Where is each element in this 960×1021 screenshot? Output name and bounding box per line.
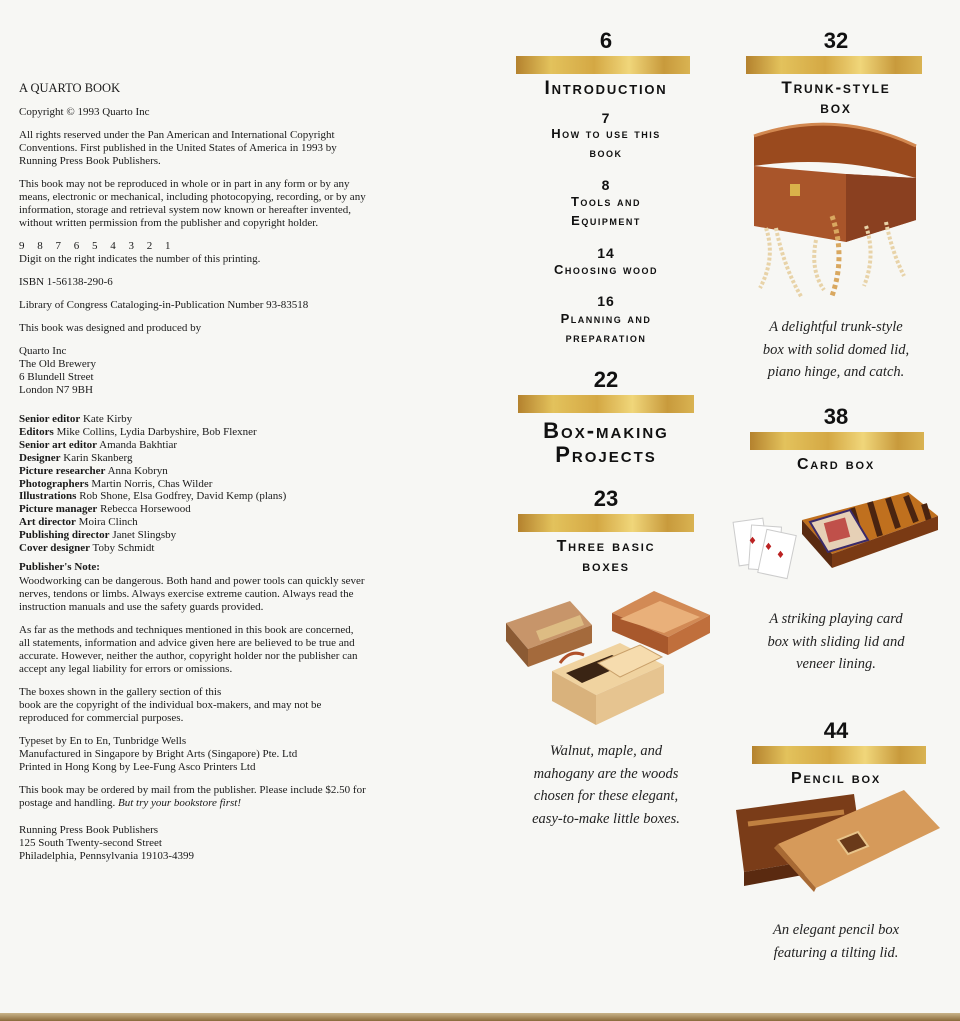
- title-line: Trunk-style: [781, 78, 891, 97]
- rights-paragraph: [19, 129, 439, 168]
- copyright-line: Copyright © 1993 Quarto Inc: [19, 106, 150, 118]
- caption-line: easy-to-make little boxes.: [532, 810, 680, 827]
- order-line: This book may be ordered by mail from the publisher. Please include $2.50 for: [19, 783, 366, 796]
- title-line: boxes: [582, 558, 630, 575]
- printed-line: Printed in Hong Kong by Lee-Fung Asco Printers Ltd: [19, 760, 256, 773]
- credit-name: Anna Kobryn: [105, 464, 168, 477]
- printing-digits: 9 8 7 6 5 4 3 2 1: [19, 240, 176, 252]
- section-title-tools: [508, 192, 704, 230]
- rp-line: Running Press Book Publishers: [19, 823, 159, 836]
- section-title-introduction: Introduction: [544, 78, 668, 99]
- credit-name: Janet Slingsby: [109, 529, 177, 542]
- credit-role: Picture researcher: [19, 464, 106, 477]
- address-line: 6 Blundell Street: [19, 371, 94, 383]
- gallery-paragraph: [19, 686, 439, 725]
- manufactured-line: Manufactured in Singapore by Bright Arts (Singapore) Pte. Ltd: [19, 747, 298, 760]
- loc-number: Library of Congress Cataloging-in-Publication Number 93-83518: [19, 299, 309, 311]
- typeset-line: Typeset by En to En, Tunbridge Wells: [19, 734, 187, 747]
- address: [19, 345, 439, 397]
- page-number-how-to: 7: [601, 110, 611, 126]
- caption-line: chosen for these elegant,: [533, 788, 679, 804]
- repro-line: information, storage and retrieval system now known or hereafter invented,: [19, 204, 352, 216]
- page-number-three-boxes: 23: [593, 486, 619, 511]
- credit-role: Cover designer: [19, 542, 90, 555]
- rights-line: Conventions. First published in the United States of America in 1993 by: [19, 142, 337, 154]
- three-boxes-photo: [500, 585, 714, 730]
- card-box-photo: [732, 488, 940, 592]
- credit-role: Senior editor: [19, 413, 81, 425]
- svg-text:♦: ♦: [764, 542, 773, 553]
- credit-role: Designer: [19, 451, 61, 464]
- caption-line: box with solid domed lid,: [762, 341, 910, 358]
- repro-line: without written permission from the publisher and copyright holder.: [19, 217, 319, 229]
- gold-bar: [752, 746, 926, 764]
- gold-bar: [516, 56, 690, 74]
- caption-trunk: [740, 316, 932, 384]
- gold-bar: [750, 432, 924, 450]
- page-number-tools: 8: [601, 177, 611, 193]
- title-line: book: [589, 145, 623, 160]
- title-line: box: [820, 98, 852, 117]
- address-line: Quarto Inc: [19, 345, 67, 357]
- page-number-projects: 22: [593, 367, 619, 392]
- section-title-pencil: Pencil box: [791, 770, 881, 787]
- title-line: How to use this: [551, 126, 661, 141]
- credit-item: [19, 413, 439, 426]
- section-title-planning: [508, 309, 704, 347]
- credit-role: Illustrations: [19, 490, 77, 503]
- gold-bar: [518, 514, 694, 532]
- note-line: Woodworking can be dangerous. Both hand and power tools can quickly sever: [19, 574, 365, 587]
- credit-name: Karin Skanberg: [60, 451, 133, 464]
- liability-paragraph: [19, 624, 439, 676]
- gallery-line: book are the copyright of the individual box-makers, and may not be: [19, 698, 322, 711]
- trunk-box-photo: [746, 116, 926, 312]
- repro-line: This book may not be reproduced in whole or in part in any form or by any: [19, 178, 350, 190]
- rights-line: Running Press Book Publishers.: [19, 155, 161, 167]
- credit-name: Martin Norris, Chas Wilder: [88, 477, 213, 490]
- caption-pencil: [740, 919, 932, 964]
- credit-item: [19, 529, 439, 542]
- caption-line: A delightful trunk-style: [769, 319, 903, 335]
- caption-line: An elegant pencil box: [772, 922, 900, 938]
- caption-three-boxes: [508, 740, 704, 830]
- credit-item: [19, 452, 439, 465]
- credit-name: Toby Schmidt: [89, 542, 155, 555]
- credit-name: Rebecca Horsewood: [97, 503, 191, 516]
- credit-name: Rob Shone, Elsa Godfrey, David Kemp (plans): [76, 490, 287, 503]
- credit-role: Picture manager: [19, 503, 98, 516]
- address-line: London N7 9BH: [19, 384, 93, 396]
- credit-item: [19, 426, 439, 439]
- credit-name: Mike Collins, Lydia Darbyshire, Bob Flexner: [53, 425, 257, 438]
- publishers-note: [19, 575, 439, 614]
- section-title-how-to: [508, 124, 704, 162]
- section-title-three-boxes: [508, 537, 704, 577]
- rp-line: 125 South Twenty-second Street: [19, 836, 162, 849]
- rp-line: Philadelphia, Pennsylvania 19103-4399: [19, 849, 195, 862]
- title-line: Projects: [555, 442, 657, 467]
- repro-line: means, electronic or mechanical, including photocopying, recording, or by any: [19, 191, 366, 203]
- title-line: Equipment: [571, 213, 641, 228]
- section-title-trunk: [740, 78, 932, 118]
- credit-name: Kate Kirby: [80, 413, 133, 425]
- publisher-label: A QUARTO BOOK: [19, 81, 121, 95]
- gold-bar: [518, 395, 694, 413]
- credit-role: Art director: [19, 516, 76, 529]
- credit-role: Photographers: [19, 477, 89, 490]
- pencil-box-photo: [734, 788, 940, 894]
- page-edge: [0, 1013, 960, 1021]
- credit-item: [19, 465, 439, 478]
- playing-cards: [733, 518, 796, 579]
- section-title-wood: Choosing wood: [554, 262, 658, 277]
- running-press-address: [19, 824, 439, 863]
- rights-line: All rights reserved under the Pan American and International Copyright: [19, 129, 335, 141]
- svg-text:♦: ♦: [776, 550, 785, 561]
- caption-line: piano hinge, and catch.: [767, 364, 905, 380]
- credit-item: [19, 439, 439, 452]
- trunk-side: [846, 174, 916, 242]
- gold-bar: [746, 56, 922, 74]
- gallery-line: The boxes shown in the gallery section of this: [19, 685, 222, 698]
- caption-line: Walnut, maple, and: [549, 743, 663, 759]
- credit-role: Senior art editor: [19, 438, 98, 451]
- title-line: Tools and: [570, 194, 642, 209]
- caption-line: A striking playing card: [769, 611, 903, 627]
- liability-line: As far as the methods and techniques mentioned in this book are concerned,: [19, 623, 354, 636]
- trunk-catch: [790, 184, 800, 196]
- copyright-column: [19, 81, 439, 873]
- credit-role: Editors: [19, 425, 54, 438]
- credit-item: [19, 478, 439, 491]
- address-line: The Old Brewery: [19, 358, 96, 370]
- designed-by: This book was designed and produced by: [19, 322, 202, 334]
- credit-item: [19, 503, 439, 516]
- page-number-planning: 16: [597, 293, 615, 309]
- credit-item: [19, 516, 439, 529]
- liability-line: all statements, information and advice given here are believed to be true and: [19, 636, 355, 649]
- page-number-card: 38: [823, 404, 849, 429]
- caption-line: box with sliding lid and: [767, 633, 905, 650]
- reproduction-paragraph: [19, 178, 439, 230]
- caption-line: featuring a tilting lid.: [773, 944, 899, 961]
- credits-list: [19, 413, 439, 555]
- order-italic: But try your bookstore first!: [117, 796, 242, 809]
- caption-card: [740, 608, 932, 676]
- liability-line: accurate. However, neither the author, copyright holder nor the publisher can: [19, 649, 358, 662]
- contents-column-right: [740, 0, 932, 1000]
- title-line: Three basic: [556, 538, 656, 555]
- order-line: postage and handling.: [19, 796, 118, 809]
- section-title-card: Card box: [796, 456, 876, 473]
- caption-line: veneer lining.: [796, 656, 876, 672]
- page-number-trunk: 32: [823, 28, 849, 53]
- printing-note: Digit on the right indicates the number of this printing.: [19, 253, 261, 265]
- printing-number: [19, 240, 439, 266]
- gallery-line: reproduced for commercial purposes.: [19, 711, 184, 724]
- isbn: ISBN 1-56138-290-6: [19, 276, 113, 288]
- credit-name: Moira Clinch: [75, 516, 138, 529]
- liability-line: accept any legal liability for errors or omissions.: [19, 662, 233, 675]
- credit-item: [19, 542, 439, 555]
- section-title-projects: [508, 419, 704, 467]
- order-paragraph: [19, 784, 439, 810]
- page-number-introduction: 6: [599, 28, 613, 53]
- contents-column-left: [508, 0, 704, 1000]
- page-number-pencil: 44: [823, 718, 849, 743]
- production-paragraph: [19, 735, 439, 774]
- credit-name: Amanda Bakhtiar: [97, 438, 178, 451]
- svg-text:♦: ♦: [748, 536, 757, 547]
- publishers-note-heading: Publisher's Note:: [19, 560, 100, 573]
- credit-item: [19, 490, 439, 503]
- page-number-wood: 14: [597, 245, 615, 261]
- title-line: preparation: [565, 330, 647, 345]
- title-line: Planning and: [560, 311, 652, 326]
- note-line: instruction manuals and use the safety guards provided.: [19, 600, 264, 613]
- title-line: Box-making: [543, 418, 669, 443]
- caption-line: mahogany are the woods: [533, 765, 679, 782]
- credit-role: Publishing director: [19, 529, 110, 542]
- note-line: nerves, tendons or limbs. Always exercise extreme caution. Always read the: [19, 587, 354, 600]
